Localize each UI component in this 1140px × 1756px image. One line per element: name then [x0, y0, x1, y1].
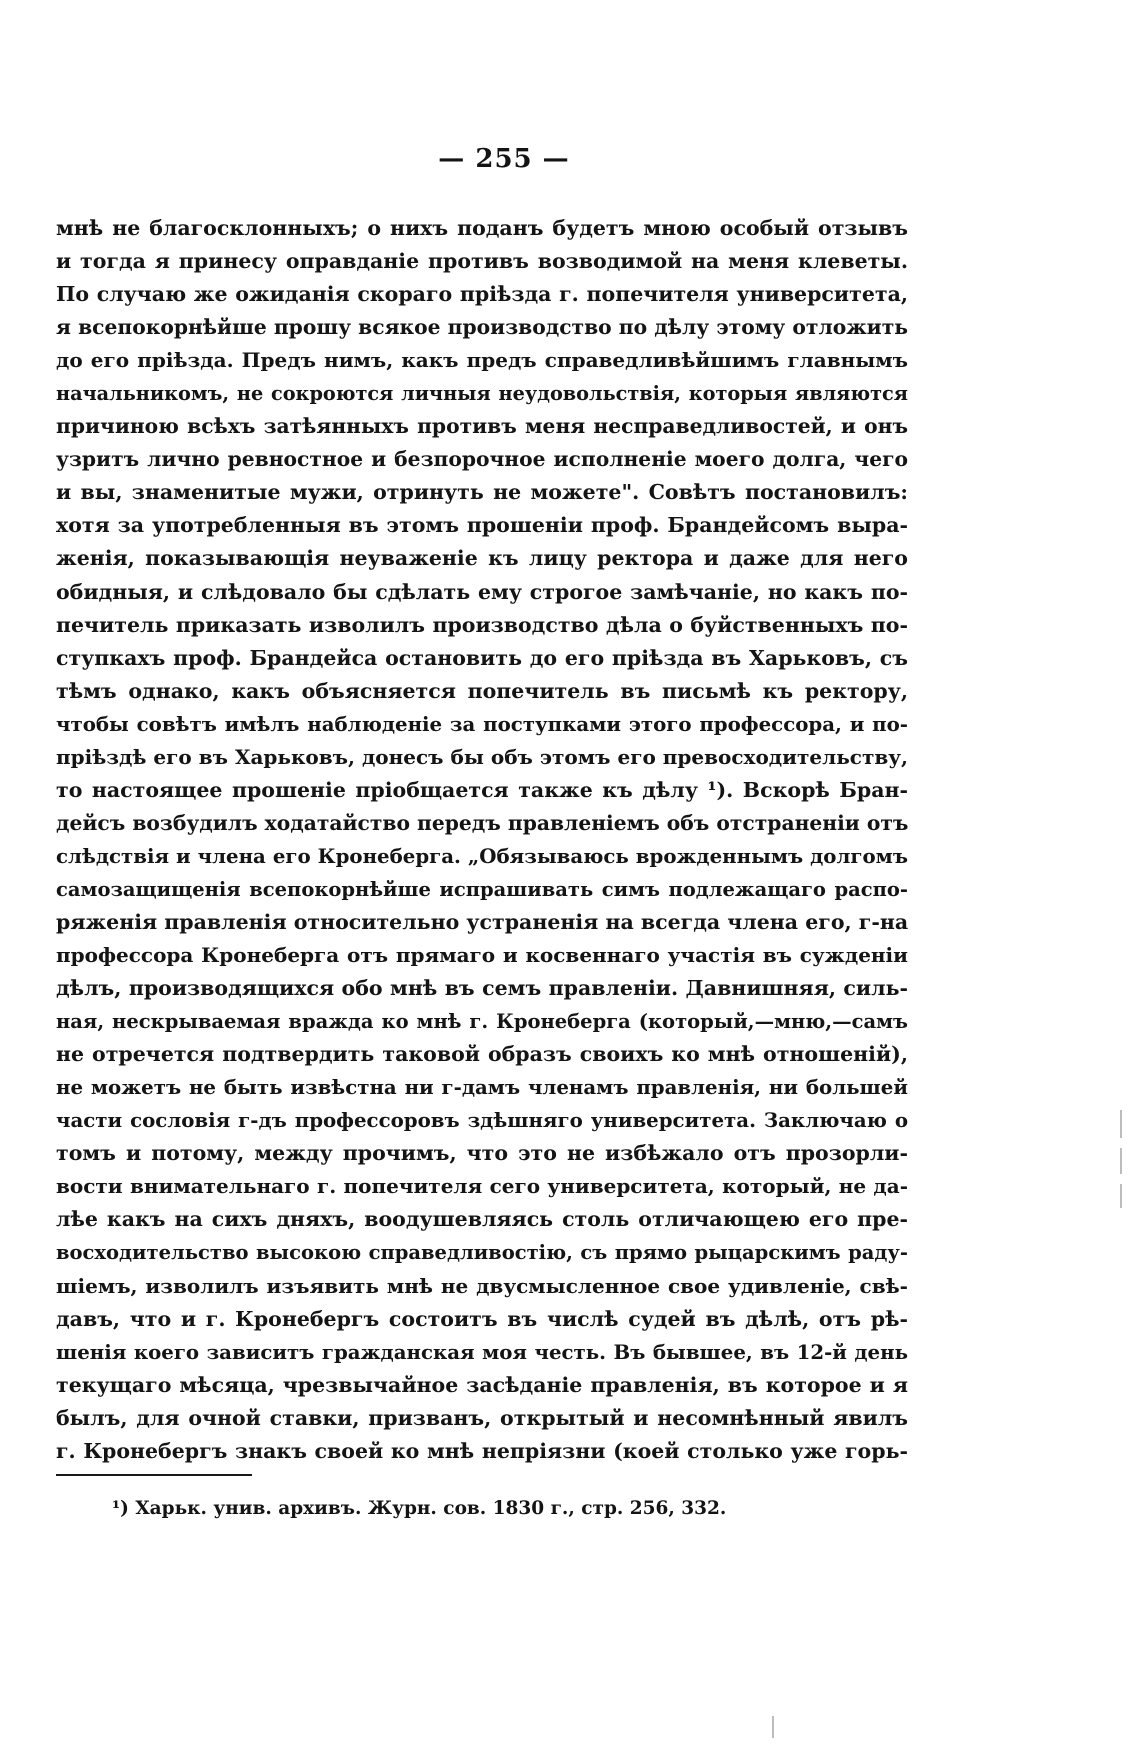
text-line: По случаю же ожиданія скораго пріѣзда г. попечителя университета, — [56, 282, 908, 307]
text-line: не можетъ не быть извѣстна ни г-дамъ членамъ правленія, ни большей — [56, 1075, 908, 1100]
text-line: ступкахъ проф. Брандейса остановить до его пріѣзда въ Харьковъ, съ — [56, 645, 908, 670]
text-line: пріѣздѣ его въ Харьковъ, донесъ бы объ этомъ его превосходительству, — [56, 744, 908, 769]
footnote-marker: ¹) — [112, 1498, 129, 1519]
text-line: причиною всѣхъ затѣянныхъ противъ меня несправедливостей, и онъ — [56, 414, 908, 439]
text-line: томъ и потому, между прочимъ, что это не избѣжало отъ прозорли- — [56, 1141, 908, 1166]
text-line: то настоящее прошеніе пріобщается также къ дѣлу ¹). Вскорѣ Бран- — [56, 777, 908, 802]
text-line: шіемъ, изволилъ изъявить мнѣ не двусмысленное свое удивленіе, свѣ- — [56, 1273, 908, 1298]
text-line: текущаго мѣсяца, чрезвычайное засѣданіе правленія, въ которое и я — [56, 1372, 908, 1397]
text-line: тѣмъ однако, какъ объясняется попечитель въ письмѣ къ ректору, — [56, 678, 908, 703]
footnote-text: Харьк. унив. архивъ. Журн. сов. 1830 г., стр. 256, 332. — [135, 1498, 727, 1519]
text-line: ная, нескрываемая вражда ко мнѣ г. Кронеберга (который,—мню,—самъ — [56, 1010, 908, 1034]
text-line: женія, показывающія неуваженіе къ лицу ректора и даже для него — [56, 546, 908, 571]
text-line: и тогда я принесу оправданіе противъ возводимой на меня клеветы. — [56, 249, 908, 274]
text-line: самозащищенія всепокорнѣйше испрашивать симъ подлежащаго распо- — [56, 877, 908, 901]
text-line: части сословія г-дъ профессоровъ здѣшняго университета. Заключаю о — [56, 1108, 908, 1133]
text-line: вости внимательнаго г. попечителя сего университета, который, не да- — [56, 1174, 908, 1199]
text-line: я всепокорнѣйше прошу всякое производство по дѣлу этому отложить — [56, 315, 908, 340]
text-line: дейсъ возбудилъ ходатайство передъ правленіемъ объ отстраненіи отъ — [56, 810, 909, 835]
text-line: обидныя, и слѣдовало бы сдѣлать ему строгое замѣчаніе, но какъ по- — [56, 579, 908, 604]
text-line: г. Кронебергъ знакъ своей ко мнѣ непріязни (коей столько уже горь- — [56, 1438, 908, 1463]
scan-margin-mark — [772, 1716, 774, 1738]
text-line: узритъ лично ревностное и безпорочное исполненіе моего долга, чего — [56, 447, 908, 472]
text-line: не отречется подтвердить таковой образъ своихъ ко мнѣ отношеній), — [56, 1042, 908, 1067]
text-line: начальникомъ, не сокроются личныя неудовольствія, которыя являются — [56, 382, 908, 406]
footnote — [112, 1496, 726, 1522]
page-number: — 255 — — [438, 144, 570, 174]
text-line: и вы, знаменитые мужи, отринуть не можете". Совѣтъ постановилъ: — [56, 480, 908, 505]
text-line: профессора Кронеберга отъ прямаго и косвеннаго участія въ сужденіи — [56, 943, 908, 968]
scan-margin-mark — [1120, 1110, 1122, 1138]
text-line: шенія коего зависитъ гражданская моя честь. Въ бывшее, въ 12-й день — [56, 1339, 908, 1364]
footnote-divider — [56, 1474, 252, 1476]
text-line: хотя за употребленныя въ этомъ прошеніи проф. Брандейсомъ выра- — [56, 513, 908, 538]
text-line: лѣе какъ на сихъ дняхъ, воодушевляясь столь отличающею его пре- — [56, 1207, 908, 1232]
text-line: ряженія правленія относительно устраненія на всегда члена его, г-на — [56, 909, 909, 934]
text-line: восходительство высокою справедливостію, съ прямо рыцарскимъ раду- — [56, 1241, 908, 1265]
text-line: слѣдствія и члена его Кронеберга. „Обязываюсь врожденнымъ долгомъ — [56, 843, 908, 868]
body-text — [56, 212, 908, 1468]
text-line: мнѣ не благосклонныхъ; о нихъ поданъ будетъ мною особый отзывъ — [56, 216, 908, 240]
text-line: печитель приказать изволилъ производство дѣла о буйственныхъ по- — [56, 612, 908, 637]
text-line: чтобы совѣтъ имѣлъ наблюденіе за поступками этого профессора, и по- — [56, 711, 908, 736]
text-line: дѣлъ, производящихся обо мнѣ въ семъ правленіи. Давнишняя, силь- — [56, 976, 908, 1001]
scan-margin-mark — [1120, 1184, 1122, 1208]
text-line: давъ, что и г. Кронебергъ состоитъ въ числѣ судей въ дѣлѣ, отъ рѣ- — [56, 1306, 908, 1331]
text-line: до его пріѣзда. Предъ нимъ, какъ предъ справедливѣйшимъ главнымъ — [56, 348, 908, 373]
text-line: былъ, для очной ставки, призванъ, открытый и несомнѣнный явилъ — [56, 1405, 908, 1430]
scan-margin-mark — [1120, 1148, 1122, 1174]
